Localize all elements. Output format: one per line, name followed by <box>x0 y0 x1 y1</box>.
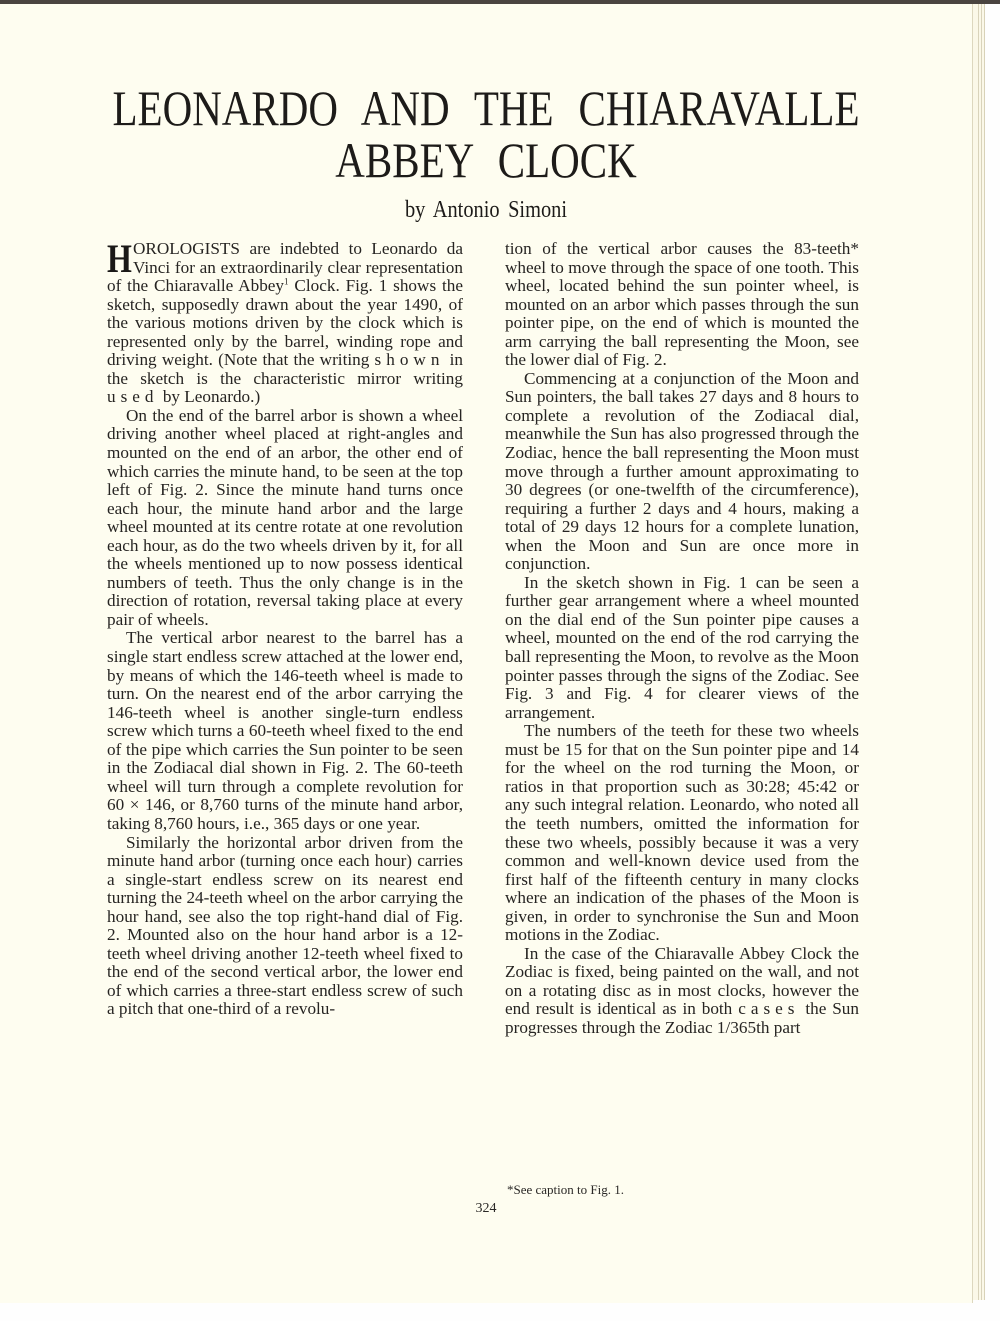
journal-page <box>0 4 973 1303</box>
paragraph-text: OROLOGISTS are indebted to Leonardo da Vinci for an extraordinarily clear representation of the Chiaravalle Abbey <box>107 239 463 296</box>
paragraph-text: by Leonardo.) <box>158 387 261 407</box>
footnote: *See caption to Fig. 1. <box>507 1182 624 1197</box>
page-number: 324 <box>475 1201 497 1216</box>
paragraph: Similarly the horizontal arbor driven from the minute hand arbor (turning once each hour) carries a single-start endless screw on its nearest end turning the 24-teeth wheel on the arbor carrying the hour hand, see also the top right-hand dial of Fig. 2. Mounted also on the hour hand arbor is a 12-teeth wheel driving another 12-teeth wheel fixed to the end of the second vertical arbor, the lower end of which carries a three-start endless screw of such a pitch that one-third of a revolu- <box>107 832 463 1019</box>
page-edge-line <box>981 4 982 1300</box>
paragraph: The vertical arbor nearest to the barrel has a single start endless screw attached at the lower end, by means of which the 146-teeth wheel is made to turn. On the nearest end of the arbor carrying the 146-teeth wheel is another single-turn endless screw which turns a 60-teeth wheel fixed to the end of the pipe which carries the Sun pointer to be seen in the Zodiacal dial shown in Fig. 2. The 60-teeth wheel will turn through a complete revolution for 60 × 146, or 8,760 turns of the minute hand arbor, taking 8,760 hours, i.e., 365 days or one year. <box>107 628 463 833</box>
paragraph-text: Clock. Fig. 1 shows the sketch, supposedly drawn about the year 1490, of the various motions driven by the clock which is represented only by the barrel, winding rope and driving weight. (Note that the writing <box>107 276 463 370</box>
letterspaced-word: cases <box>738 999 800 1019</box>
paragraph-text: the Sun progresses through the Zodiac 1/365th part <box>505 999 859 1037</box>
letterspaced-word: shown <box>374 350 445 370</box>
letterspaced-word: used <box>107 387 159 407</box>
paragraph: The numbers of the teeth for these two wheels must be 15 for that on the Sun pointer pipe and 14 for the wheel on the rod turning the Moon, or ratios in that proportion such as 30:28; 45:42 or any such integral relation. Leonardo, who noted all the teeth numbers, omitted the information for these two wheels, possibly because it was a very common and well-known device used from the first half of the fifteenth century in many clocks where an indication of the phases of the Moon is given, in order to synchronise the Sun and Moon motions in the Zodiac. <box>505 721 859 945</box>
paragraph <box>107 236 463 407</box>
page-edge-line <box>978 4 979 1300</box>
paragraph: tion of the vertical arbor causes the 83-teeth* wheel to move through the space of one tooth. This wheel, located behind the sun pointer wheel, is mounted on an arbor which passes through the sun pointer pipe, on the end of which is mounted the arm carrying the ball representing the Moon, see the lower dial of Fig. 2. <box>505 239 859 370</box>
paragraph: In the sketch shown in Fig. 1 can be seen a further gear arrangement where a wheel mounted on the dial end of the Sun pointer pipe causes a wheel, mounted on the end of the rod carrying the ball representing the Moon, to revolve as the Moon pointer passes through the signs of the Zodiac. See Fig. 3 and Fig. 4 for clearer views of the arrangement. <box>505 572 859 722</box>
article-title <box>87 82 884 186</box>
paragraph: Commencing at a conjunction of the Moon and Sun pointers, the ball takes 27 days and 8 hours to complete a revolution of the Zodiacal dial, meanwhile the Sun has also progressed through the Zodiac, hence the ball representing the Moon must move through a further amount approximating to 30 degrees (or one-twelfth of the circumference), requiring a further 2 days and 4 hours, making a total of 29 days 12 hours for a complete lunation, when the Moon and Sun are once more in conjunction. <box>505 368 859 574</box>
paragraph <box>505 945 859 1038</box>
text-column-right <box>505 240 859 1038</box>
title-line-2: ABBEY CLOCK <box>335 132 637 188</box>
drop-cap: H <box>107 236 132 281</box>
title-line-1: LEONARDO AND THE CHIARAVALLE <box>112 80 860 136</box>
paragraph-text: in the sketch is the characteristic mirror writing <box>107 350 463 388</box>
article-byline: by Antonio Simoni <box>404 197 568 223</box>
paragraph: On the end of the barrel arbor is shown a wheel driving another wheel placed at right-angles and mounted on the end of an arbor, the other end of which carries the minute hand, to be seen at the top left of Fig. 2. Since the minute hand turns once each hour, the minute hand arbor and the large wheel mounted at its centre rotate at one revolution each hour, as do the two wheels driven by it, for all the wheels mentioned up to now possess identical numbers of teeth. Thus the only change is in the direction of rotation, reversal taking place at every pair of wheels. <box>107 405 463 629</box>
paragraph-text: In the case of the Chiaravalle Abbey Clock the Zodiac is fixed, being painted on the wall, and not on a rotating disc as in most clocks, however the end result is identical as in both <box>505 943 859 1019</box>
footnote-marker: 1 <box>284 276 289 287</box>
text-column-left <box>107 236 463 1019</box>
